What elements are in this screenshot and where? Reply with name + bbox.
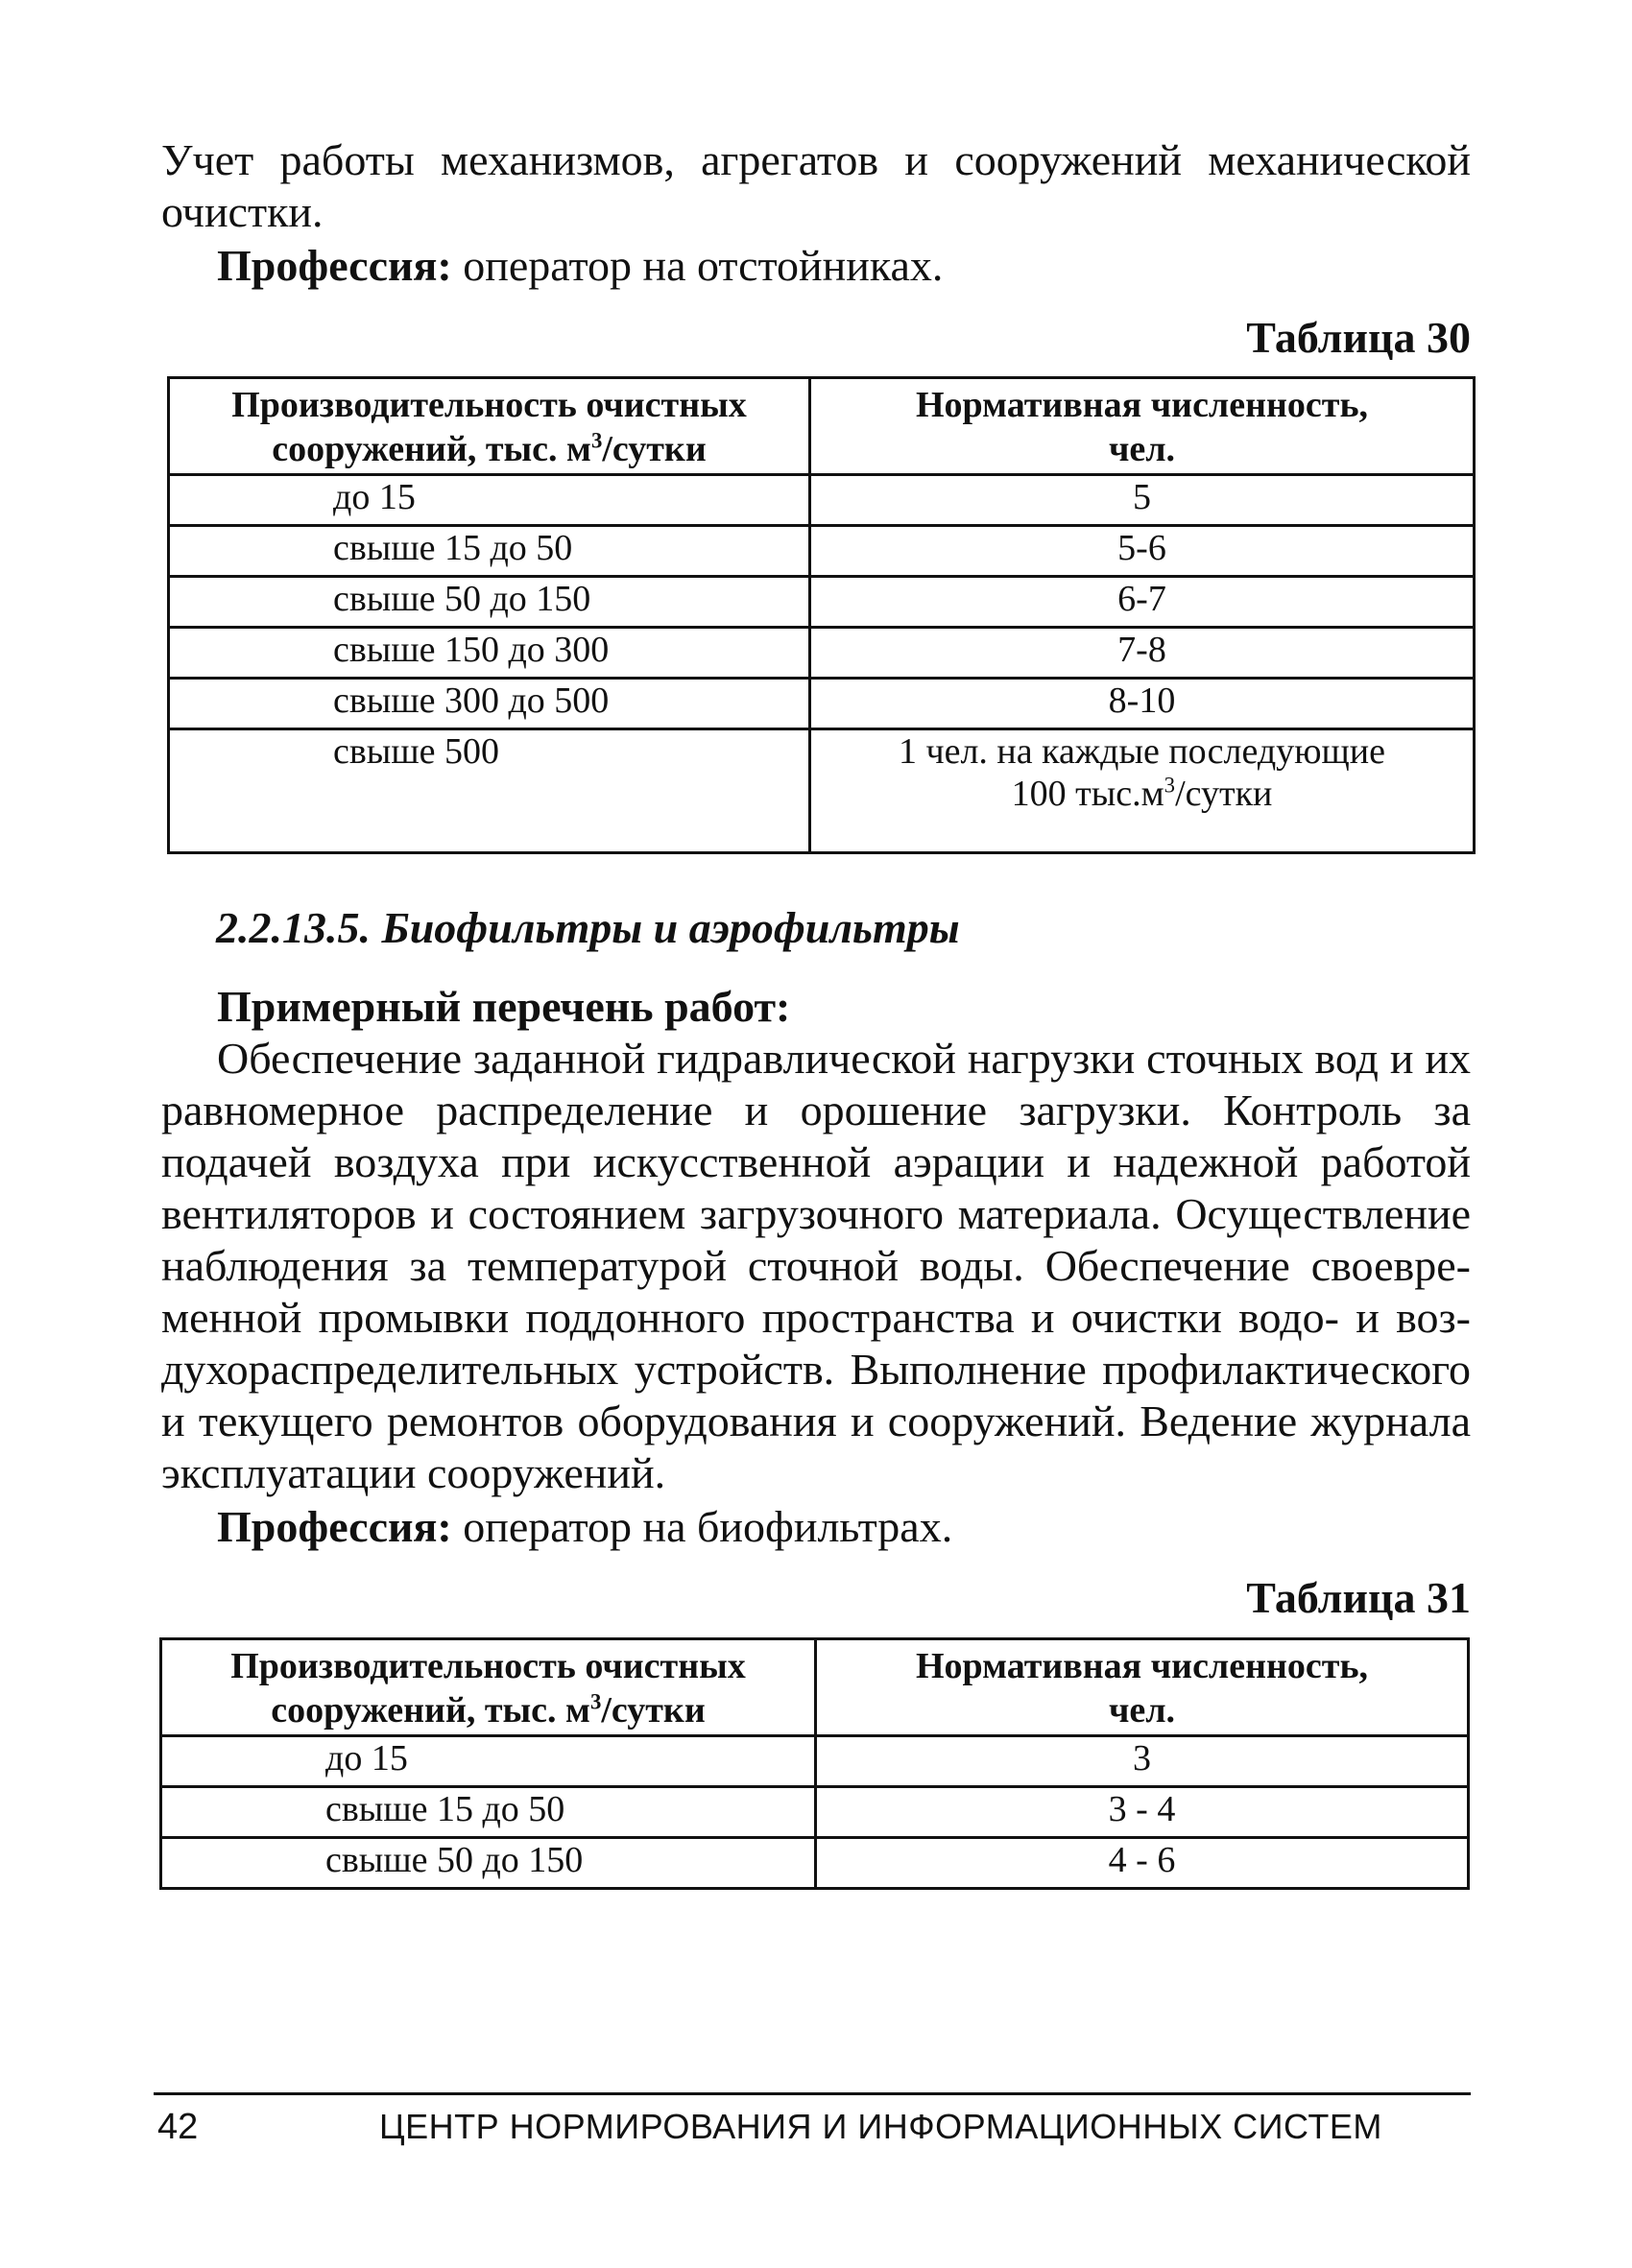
header-capacity-sup: 3 (590, 428, 603, 453)
profession-label: Профессия: (217, 1502, 452, 1551)
capacity-cell: до 15 (169, 475, 810, 526)
header-capacity-line1: Производительность очистных (231, 385, 747, 425)
capacity-cell: свыше 150 до 300 (169, 628, 810, 679)
profession-line-1 (217, 240, 1526, 292)
table-row (169, 628, 1475, 679)
section-body: Обеспечение заданной гидравлической нагрузки сточных вод и их равномерное распределение и орошение загрузки. Контроль за подачей воздуха при искусственной аэрации и надежной работой вентиляторов и состоянием загрузочного материала. Осуществление наблюдения за температурой сточной воды. Обеспечение своевре-менной промывки поддонного пространства и очистки водо- и воз-духораспределительных устройств. Выполнение профилактического и текущего ремонтов оборудования и сооружений. Ведение журнала эксплуатации сооружений. (161, 1034, 1471, 1497)
profession-label: Профессия: (217, 241, 452, 290)
table-31-header-capacity (161, 1639, 816, 1736)
header-staff-line2: чел. (1108, 429, 1176, 469)
table-row (161, 1736, 1469, 1787)
header-staff-line1: Нормативная численность, (915, 385, 1369, 425)
table-row (161, 1838, 1469, 1889)
table-31-header-staff (816, 1639, 1469, 1736)
capacity-cell: свыше 15 до 50 (161, 1787, 816, 1838)
section-heading: 2.2.13.5. Биофильтры и аэрофильтры (216, 903, 960, 952)
staff-note-line1: 1 чел. на каждые последующие (898, 731, 1386, 772)
table-31 (159, 1637, 1470, 1890)
table-31-caption: Таблица 31 (1246, 1573, 1471, 1622)
capacity-cell: свыше 500 (169, 729, 810, 853)
staff-cell: 7-8 (810, 628, 1475, 679)
table-30-caption: Таблица 30 (1246, 313, 1471, 362)
table-row (169, 729, 1475, 853)
header-capacity-unit: /сутки (601, 1690, 706, 1731)
capacity-cell: свыше 300 до 500 (169, 679, 810, 729)
staff-cell (810, 729, 1475, 853)
page-number: 42 (157, 2107, 199, 2147)
capacity-cell: до 15 (161, 1736, 816, 1787)
header-staff-line1: Нормативная численность, (915, 1646, 1369, 1686)
table-30 (167, 376, 1476, 854)
staff-note-sup: 3 (1164, 773, 1176, 798)
capacity-cell: свыше 50 до 150 (169, 577, 810, 628)
header-capacity-line2: сооружений, тыс. м (272, 429, 591, 469)
header-capacity-line1: Производительность очистных (230, 1646, 746, 1686)
profession-value: оператор на отстойниках. (451, 241, 944, 290)
staff-cell: 5-6 (810, 526, 1475, 577)
table-row (161, 1787, 1469, 1838)
table-30-header-staff (810, 378, 1475, 475)
intro-paragraph (161, 134, 1471, 238)
list-title: Примерный перечень работ: (217, 982, 791, 1031)
header-staff-line2: чел. (1108, 1690, 1176, 1731)
profession-value: оператор на биофильтрах. (451, 1502, 953, 1551)
profession-line-2 (217, 1501, 1526, 1553)
footer-organization: ЦЕНТР НОРМИРОВАНИЯ И ИНФОРМАЦИОННЫХ СИСТЕМ (379, 2107, 1382, 2146)
table-30-header-capacity (169, 378, 810, 475)
capacity-cell: свыше 15 до 50 (169, 526, 810, 577)
footer-divider (154, 2092, 1471, 2095)
table-row (169, 577, 1475, 628)
table-row (169, 526, 1475, 577)
table-row (169, 679, 1475, 729)
header-capacity-line2: сооружений, тыс. м (271, 1690, 590, 1731)
staff-cell: 8-10 (810, 679, 1475, 729)
staff-note-line2: 100 тыс.м (1011, 774, 1164, 814)
staff-cell: 4 - 6 (816, 1838, 1469, 1889)
table-row (169, 475, 1475, 526)
staff-cell: 3 - 4 (816, 1787, 1469, 1838)
table-31-header (161, 1639, 1469, 1736)
table-30-header (169, 378, 1475, 475)
capacity-cell: свыше 50 до 150 (161, 1838, 816, 1889)
staff-cell: 3 (816, 1736, 1469, 1787)
staff-cell: 6-7 (810, 577, 1475, 628)
staff-cell: 5 (810, 475, 1475, 526)
staff-note-unit: /сутки (1175, 774, 1273, 814)
header-capacity-unit: /сутки (602, 429, 707, 469)
header-capacity-sup: 3 (589, 1689, 602, 1714)
intro-text: Учет работы механизмов, агрегатов и сооружений механической очистки. (161, 135, 1471, 236)
